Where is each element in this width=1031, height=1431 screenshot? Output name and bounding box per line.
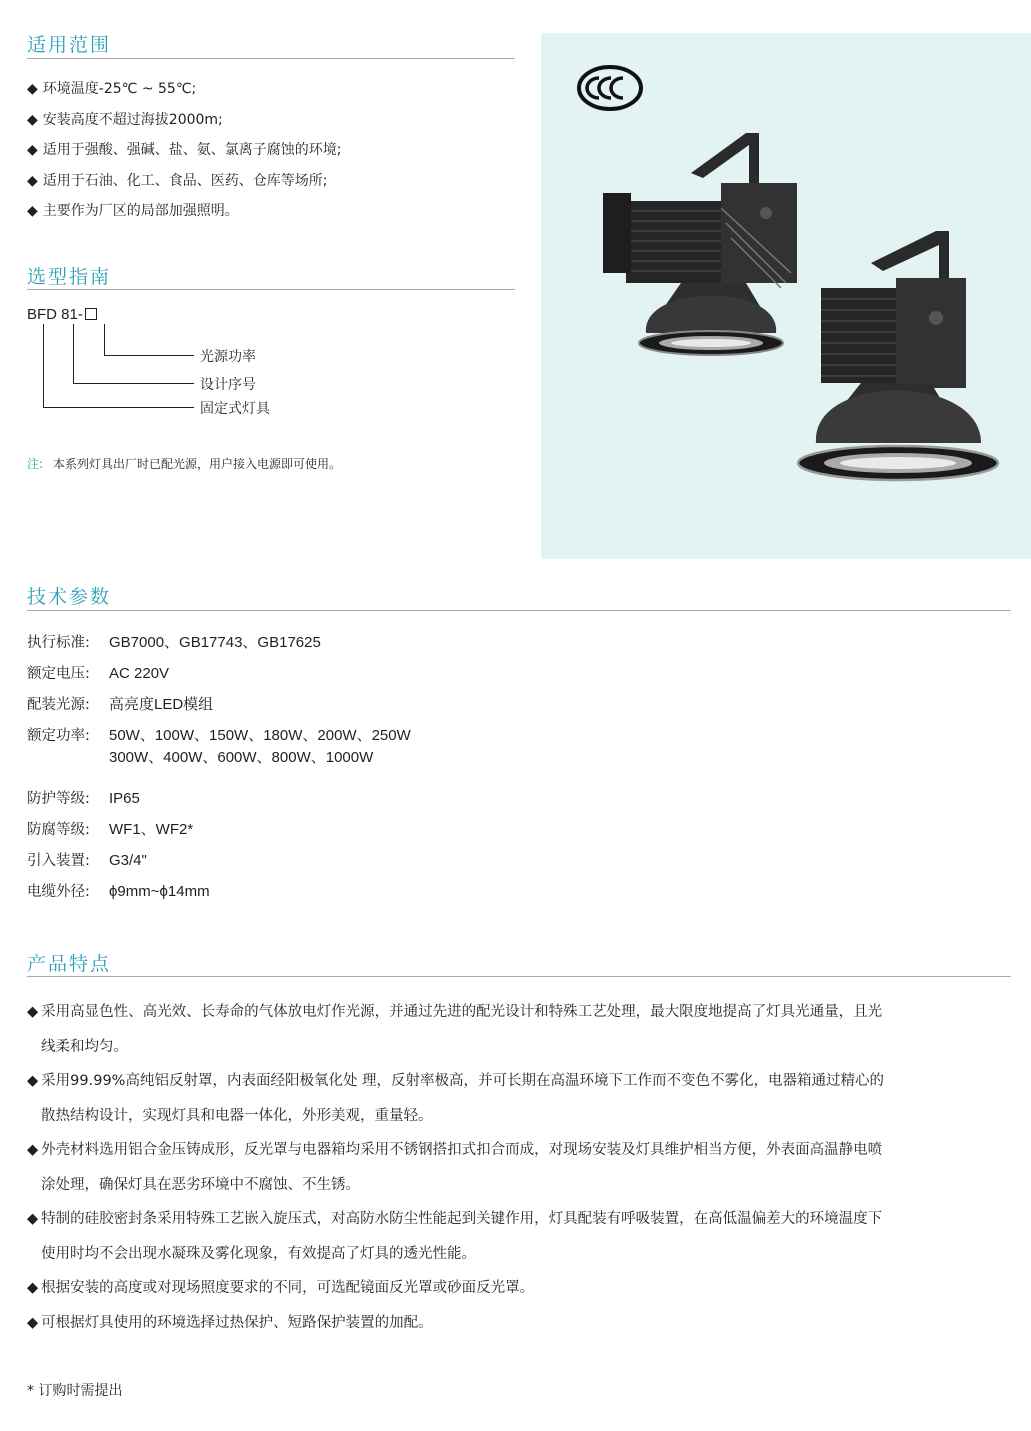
diamond-bullet-icon: ◆	[27, 142, 38, 158]
scope-title: 适用范围	[27, 34, 112, 56]
ccc-certification-icon	[579, 67, 641, 109]
list-item: ◆ 采用高显色性、高光效、长寿命的气体放电灯作光源，并通过先进的配光设计和特殊工艺处理，最大限度地提高了灯具光通量，且光 线柔和均匀。	[27, 1004, 883, 1055]
tech-divider	[27, 610, 1011, 611]
diamond-bullet-icon: ◆	[27, 203, 38, 219]
model-code	[27, 306, 97, 323]
label-power: 光源功率	[200, 349, 256, 365]
param-row: 防护等级: IP65	[27, 790, 140, 807]
diamond-bullet-icon: ◆	[27, 1280, 39, 1296]
diamond-bullet-icon: ◆	[27, 111, 38, 128]
bracket-line	[104, 324, 105, 356]
features-title: 产品特点	[27, 953, 112, 975]
param-row: 配装光源: 高亮度LED模组	[27, 696, 214, 713]
model-series: 81-	[61, 306, 83, 323]
diamond-bullet-icon: ◆	[27, 172, 38, 189]
list-item: ◆ 主要作为厂区的局部加强照明。	[27, 203, 239, 219]
bracket-line	[73, 324, 74, 384]
product-photo-panel	[541, 33, 1031, 559]
selection-divider	[27, 289, 515, 290]
list-item: ◆ 根据安装的高度或对现场照度要求的不同，可选配镜面反光罩或砂面反光罩。	[27, 1280, 535, 1296]
diamond-bullet-icon: ◆	[27, 1142, 39, 1158]
label-type: 固定式灯具	[200, 401, 270, 417]
high-bay-lamp-image	[541, 33, 1031, 559]
bracket-line	[104, 355, 194, 356]
note-prefix: 注:	[27, 457, 44, 471]
features-list	[27, 995, 1017, 1340]
diamond-bullet-icon: ◆	[27, 1314, 39, 1331]
param-row: 防腐等级: WF1、WF2*	[27, 821, 194, 838]
model-prefix: BFD	[27, 306, 57, 323]
scope-list	[27, 74, 342, 227]
bracket-line	[43, 324, 44, 408]
diamond-bullet-icon: ◆	[27, 1211, 39, 1227]
tech-title: 技术参数	[27, 586, 112, 608]
param-row: 额定功率: 50W、100W、150W、180W、200W、250W 300W、400W、600W、800W、1000W	[27, 727, 411, 766]
scope-divider	[27, 58, 515, 59]
param-row: 引入装置: G3/4"	[27, 852, 147, 869]
list-item: ◆ 采用99.99%高纯铝反射罩，内表面经阳极氧化处 理，反射率极高，并可长期在高温环境下工作而不变色不雾化，电器箱通过精心的 散热结构设计，实现灯具和电器一体化，外形美观，重量轻。	[27, 1073, 885, 1124]
diamond-bullet-icon: ◆	[27, 81, 38, 97]
list-item: ◆ 特制的硅胶密封条采用特殊工艺嵌入旋压式，对高防水防尘性能起到关键作用，灯具配装有呼吸装置，在高低温偏差大的环境温度下 使用时均不会出现水凝珠及雾化现象，有效提高了灯具的透光性能。	[27, 1211, 883, 1262]
diamond-bullet-icon: ◆	[27, 1004, 39, 1020]
note-text: 本系列灯具出厂时已配光源，用户接入电源即可使用。	[53, 457, 342, 471]
list-item: ◆ 适用于石油、化工、食品、医药、仓库等场所;	[27, 172, 328, 189]
param-row: 电缆外径: ϕ9mm~ϕ14mm	[27, 883, 210, 900]
diamond-bullet-icon: ◆	[27, 1073, 39, 1089]
list-item: ◆ 外壳材料选用铝合金压铸成形，反光罩与电器箱均采用不锈钢搭扣式扣合而成，对现场安装及灯具维护相当方便，外表面高温静电喷 涂处理，确保灯具在恶劣环境中不腐蚀、不生锈。	[27, 1142, 883, 1193]
note	[27, 455, 341, 472]
lamp-front	[798, 231, 998, 480]
bracket-line	[43, 407, 194, 408]
label-serial: 设计序号	[200, 377, 256, 393]
list-item: ◆ 安装高度不超过海拔2000m;	[27, 111, 223, 128]
selection-title: 选型指南	[27, 266, 112, 288]
features-divider	[27, 976, 1011, 977]
footnote: * 订购时需提出	[27, 1383, 123, 1399]
list-item: ◆ 适用于强酸、强碱、盐、氨、氯离子腐蚀的环境;	[27, 142, 342, 158]
power-placeholder-box	[85, 308, 97, 320]
tech-params	[27, 631, 411, 911]
list-item: ◆ 可根据灯具使用的环境选择过热保护、短路保护装置的加配。	[27, 1314, 433, 1331]
param-row: 额定电压: AC 220V	[27, 665, 170, 682]
list-item: ◆ 环境温度-25℃ ~ 55℃;	[27, 81, 197, 97]
lamp-back	[603, 133, 797, 355]
param-row: 执行标准: GB7000、GB17743、GB17625	[27, 634, 321, 651]
bracket-line	[73, 383, 194, 384]
